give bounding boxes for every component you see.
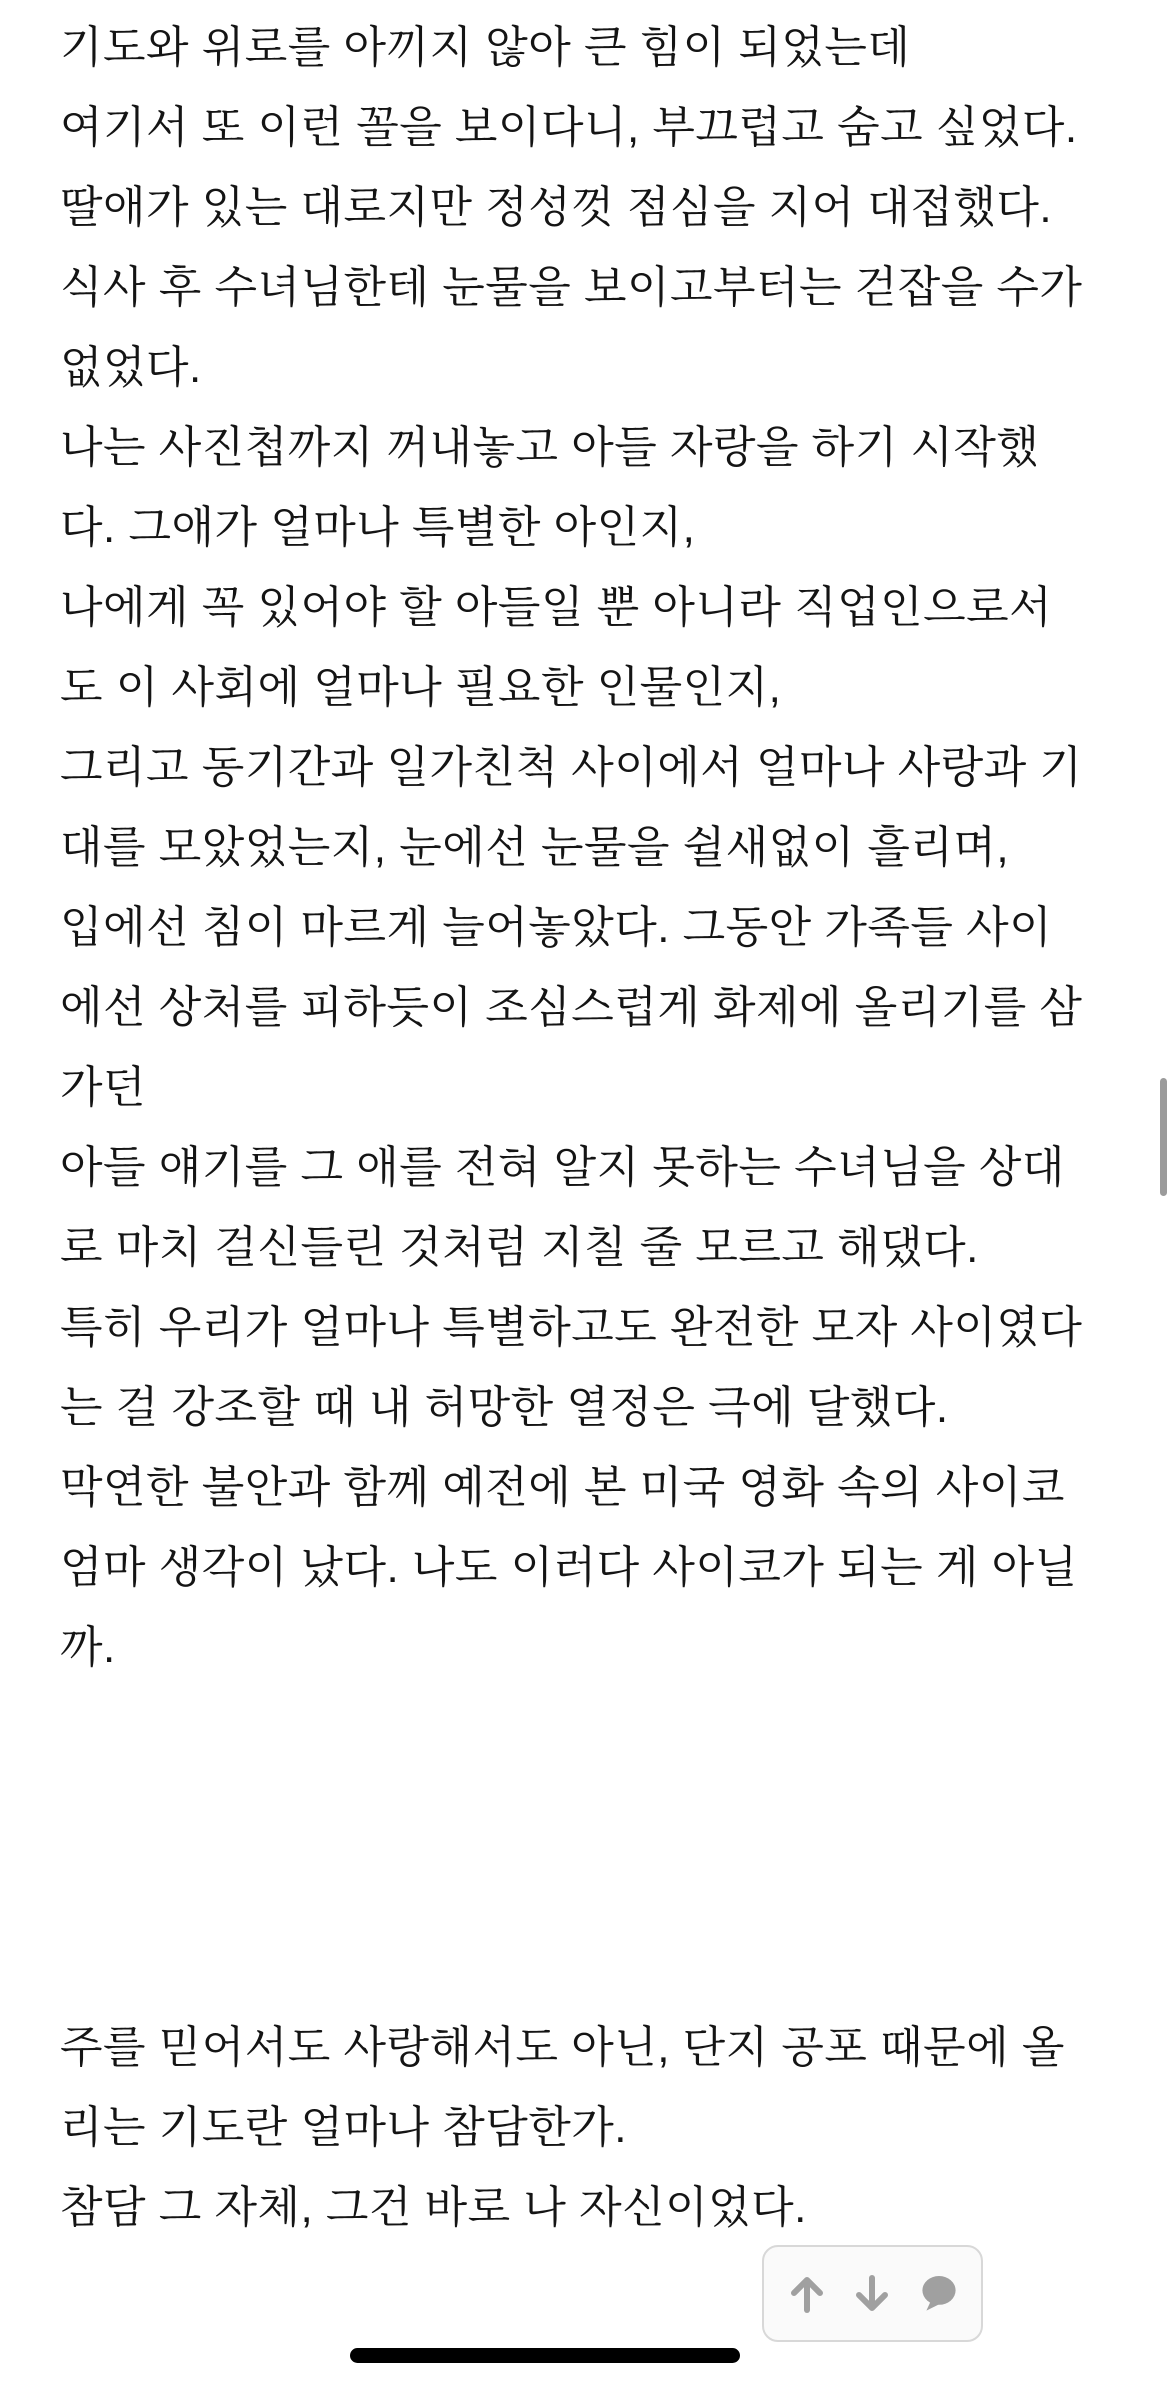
text-line: 대를 모았었는지, 눈에선 눈물을 쉴새없이 흘리며,	[60, 823, 1010, 872]
text-line: 여기서 또 이런 꼴을 보이다니, 부끄럽고 숨고 싶었다.	[60, 103, 1078, 152]
text-line: 가던	[60, 1063, 147, 1112]
text-line: 는 걸 강조할 때 내 허망한 열정은 극에 달했다.	[60, 1383, 949, 1432]
text-line: 기도와 위로를 아끼지 않아 큰 힘이 되었는데	[60, 23, 911, 72]
text-line: 막연한 불안과 함께 예전에 본 미국 영화 속의 사이코	[60, 1463, 1065, 1512]
speech-bubble-icon	[914, 2270, 962, 2318]
text-line	[60, 1848, 1120, 1928]
scroll-up-button[interactable]	[779, 2266, 835, 2322]
scroll-down-button[interactable]	[844, 2266, 900, 2322]
text-line: 아들 얘기를 그 애를 전혀 알지 못하는 수녀님을 상대	[60, 1143, 1065, 1192]
text-lines	[60, 8, 1120, 2248]
text-line: 에선 상처를 피하듯이 조심스럽게 화제에 올리기를 삼	[60, 983, 1083, 1032]
text-line: 나에게 꼭 있어야 할 아들일 뿐 아니라 직업인으로서	[60, 583, 1053, 632]
text-line: 참담 그 자체, 그건 바로 나 자신이었다.	[60, 2183, 807, 2232]
text-line: 입에선 침이 마르게 늘어놓았다. 그동안 가족들 사이	[60, 903, 1053, 952]
text-line: 딸애가 있는 대로지만 정성껏 점심을 지어 대접했다.	[60, 183, 1053, 232]
text-line: 나는 사진첩까지 꺼내놓고 아들 자랑을 하기 시작했	[60, 423, 1040, 472]
navigation-toolbar	[762, 2245, 983, 2342]
home-indicator[interactable]	[350, 2348, 740, 2363]
text-line: 엄마 생각이 났다. 나도 이러다 사이코가 되는 게 아닐	[60, 1543, 1078, 1592]
text-line: 식사 후 수녀님한테 눈물을 보이고부터는 걷잡을 수가	[60, 263, 1083, 312]
text-line: 리는 기도란 얼마나 참담한가.	[60, 2103, 627, 2152]
text-line: 까.	[60, 1623, 116, 1672]
scrollbar-thumb[interactable]	[1160, 1078, 1167, 1196]
comments-button[interactable]	[910, 2266, 966, 2322]
text-line: 없었다.	[60, 343, 202, 392]
text-line	[60, 1768, 1120, 1848]
text-line: 로 마치 걸신들린 것처럼 지칠 줄 모르고 해댔다.	[60, 1223, 979, 1272]
text-line: 주를 믿어서도 사랑해서도 아닌, 단지 공포 때문에 올	[60, 2023, 1065, 2072]
text-line: 그리고 동기간과 일가친척 사이에서 얼마나 사랑과 기	[60, 743, 1083, 792]
text-line: 다. 그애가 얼마나 특별한 아인지,	[60, 503, 696, 552]
text-line: 도 이 사회에 얼마나 필요한 인물인지,	[60, 663, 782, 712]
text-line: 특히 우리가 얼마나 특별하고도 완전한 모자 사이였다	[60, 1303, 1083, 1352]
text-line	[60, 1688, 1120, 1768]
text-line	[60, 1928, 1120, 2008]
arrow-down-icon	[848, 2270, 896, 2318]
arrow-up-icon	[783, 2270, 831, 2318]
